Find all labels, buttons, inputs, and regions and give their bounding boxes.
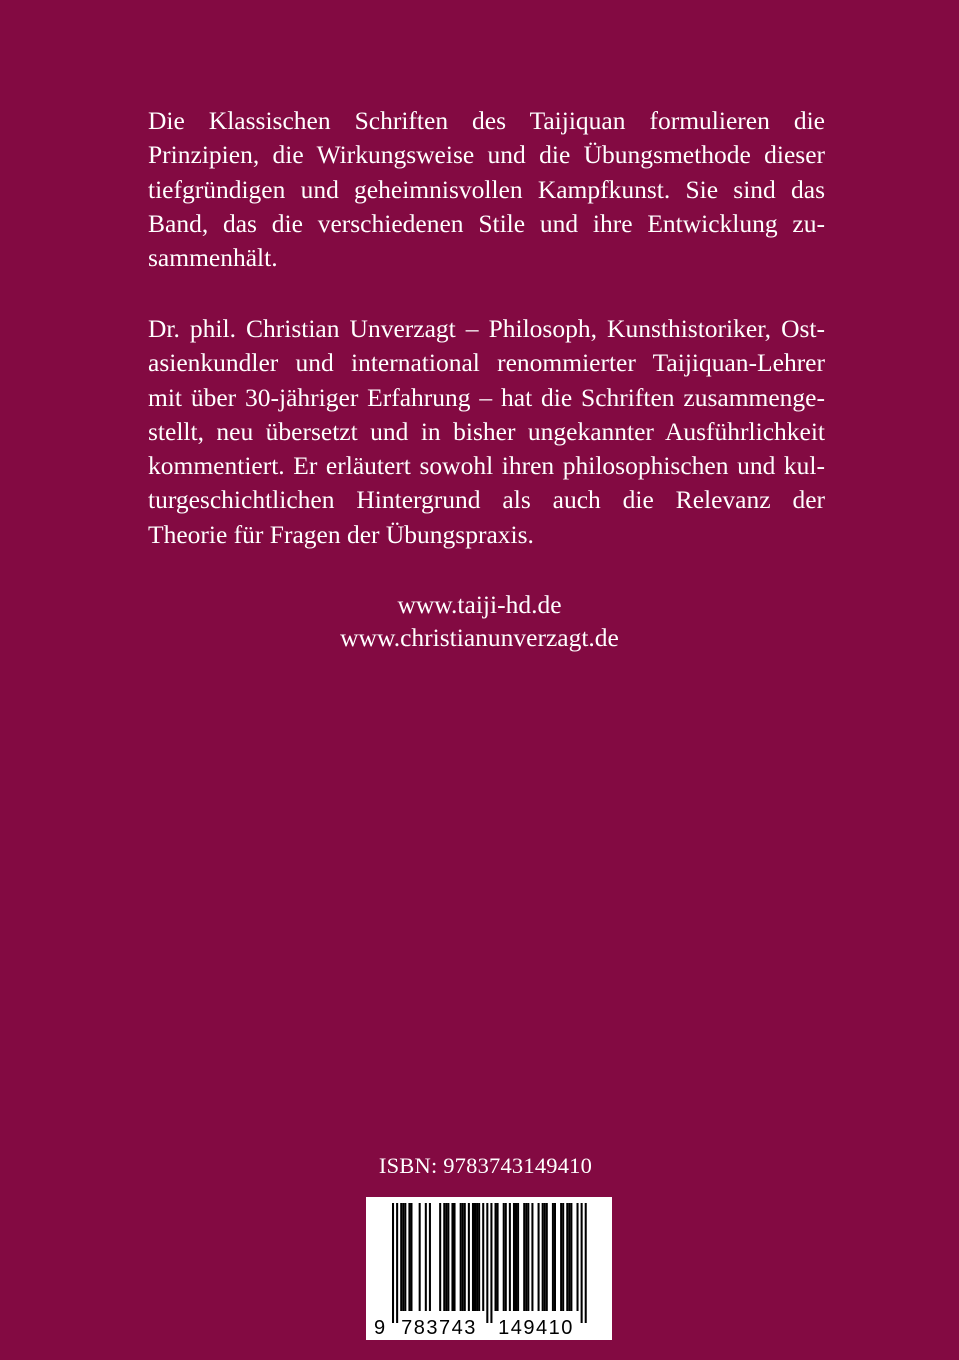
- barcode-bar: [490, 1203, 492, 1323]
- barcode-bar: [443, 1203, 445, 1311]
- barcode-bar: [429, 1203, 431, 1311]
- barcode-bar: [495, 1203, 497, 1311]
- blurb-paragraph-1: [148, 104, 825, 275]
- barcode-bar: [570, 1203, 572, 1311]
- blurb-line: asienkundler und international renommierter Taijiquan-Lehrer: [148, 348, 825, 378]
- blurb-line: Prinzipien, die Wirkungsweise und die Übungsmethode dieser: [148, 140, 825, 170]
- barcode-bar: [542, 1203, 544, 1311]
- barcode-bar: [445, 1203, 447, 1311]
- barcode-bar: [454, 1203, 456, 1311]
- blurb-line: kommentiert. Er erläutert sowohl ihren philosophischen und kul-: [148, 451, 825, 481]
- blurb-paragraph-2: [148, 312, 825, 552]
- barcode-bar: [497, 1203, 499, 1311]
- barcode-bar: [531, 1203, 533, 1311]
- barcode-bar: [462, 1203, 464, 1311]
- barcode-right-digits: 149410: [498, 1317, 574, 1339]
- barcode-bar: [581, 1203, 583, 1323]
- barcode-bar: [472, 1203, 474, 1311]
- barcode-bar: [546, 1203, 548, 1311]
- barcode-bar: [482, 1203, 484, 1311]
- barcode-graphic: [366, 1197, 612, 1340]
- barcode-first-digit: 9: [374, 1317, 386, 1339]
- barcode-bar: [568, 1203, 570, 1311]
- barcode-bar: [527, 1203, 529, 1311]
- barcode-bar: [410, 1203, 412, 1311]
- barcode-bar: [396, 1203, 398, 1323]
- barcode-bar: [525, 1203, 527, 1311]
- blurb-line: Dr. phil. Christian Unverzagt – Philosoph, Kunsthistoriker, Ost-: [148, 314, 825, 343]
- blurb-line: tiefgründigen und geheimnisvollen Kampfkunst. Sie sind das: [148, 174, 825, 204]
- website-link-christianunverzagt[interactable]: www.christianunverzagt.de: [340, 623, 619, 652]
- barcode-bars: [392, 1203, 587, 1323]
- isbn-barcode: [366, 1197, 612, 1340]
- blurb-line: mit über 30-jähriger Erfahrung – hat die Schriften zusammenge-: [148, 382, 825, 412]
- blurb-line: Theorie für Fragen der Übungspraxis.: [148, 519, 534, 549]
- barcode-bar: [460, 1203, 462, 1311]
- barcode-bar: [464, 1203, 466, 1311]
- website-link-taiji-hd[interactable]: www.taiji-hd.de: [397, 590, 562, 619]
- barcode-bar: [439, 1203, 441, 1311]
- barcode-bar: [503, 1203, 505, 1311]
- barcode-bar: [513, 1203, 515, 1311]
- barcode-bar: [478, 1203, 480, 1311]
- barcode-bar: [392, 1203, 394, 1323]
- isbn-label: ISBN: 9783743149410: [378, 1153, 593, 1178]
- barcode-bar: [566, 1203, 568, 1311]
- barcode-bar: [544, 1203, 546, 1311]
- barcode-bar: [517, 1203, 519, 1311]
- barcode-bar: [451, 1203, 453, 1311]
- barcode-bar: [476, 1203, 478, 1311]
- barcode-bar: [585, 1203, 587, 1323]
- barcode-bar: [554, 1203, 556, 1311]
- blurb-line: Die Klassischen Schriften des Taijiquan formulieren die: [148, 106, 825, 135]
- barcode-bar: [515, 1203, 517, 1311]
- barcode-bar: [404, 1203, 406, 1311]
- barcode-bar: [402, 1203, 404, 1311]
- blurb-line: stellt, neu übersetzt und in bisher ungekannter Ausführlichkeit: [148, 416, 825, 446]
- barcode-bar: [419, 1203, 421, 1311]
- barcode-bar: [538, 1203, 540, 1311]
- barcode-bar: [408, 1203, 410, 1311]
- barcode-bar: [577, 1203, 579, 1311]
- barcode-bar: [509, 1203, 511, 1311]
- barcode-left-digits: 783743: [401, 1317, 477, 1339]
- barcode-bar: [523, 1203, 525, 1311]
- barcode-bar: [400, 1203, 402, 1311]
- blurb-line: sammenhält.: [148, 243, 278, 273]
- barcode-bar: [447, 1203, 449, 1311]
- barcode-bar: [505, 1203, 507, 1311]
- blurb-line: Band, das die verschiedenen Stile und ihre Entwicklung zu-: [148, 208, 825, 238]
- barcode-bar: [486, 1203, 488, 1323]
- barcode-bar: [425, 1203, 427, 1311]
- blurb-line: turgeschichtlichen Hintergrund als auch die Relevanz der: [148, 485, 825, 515]
- barcode-bar: [560, 1203, 562, 1311]
- barcode-bar: [562, 1203, 564, 1311]
- barcode-bar: [552, 1203, 554, 1311]
- barcode-bar: [468, 1203, 470, 1311]
- website-links: [0, 588, 959, 654]
- barcode-bar: [474, 1203, 476, 1311]
